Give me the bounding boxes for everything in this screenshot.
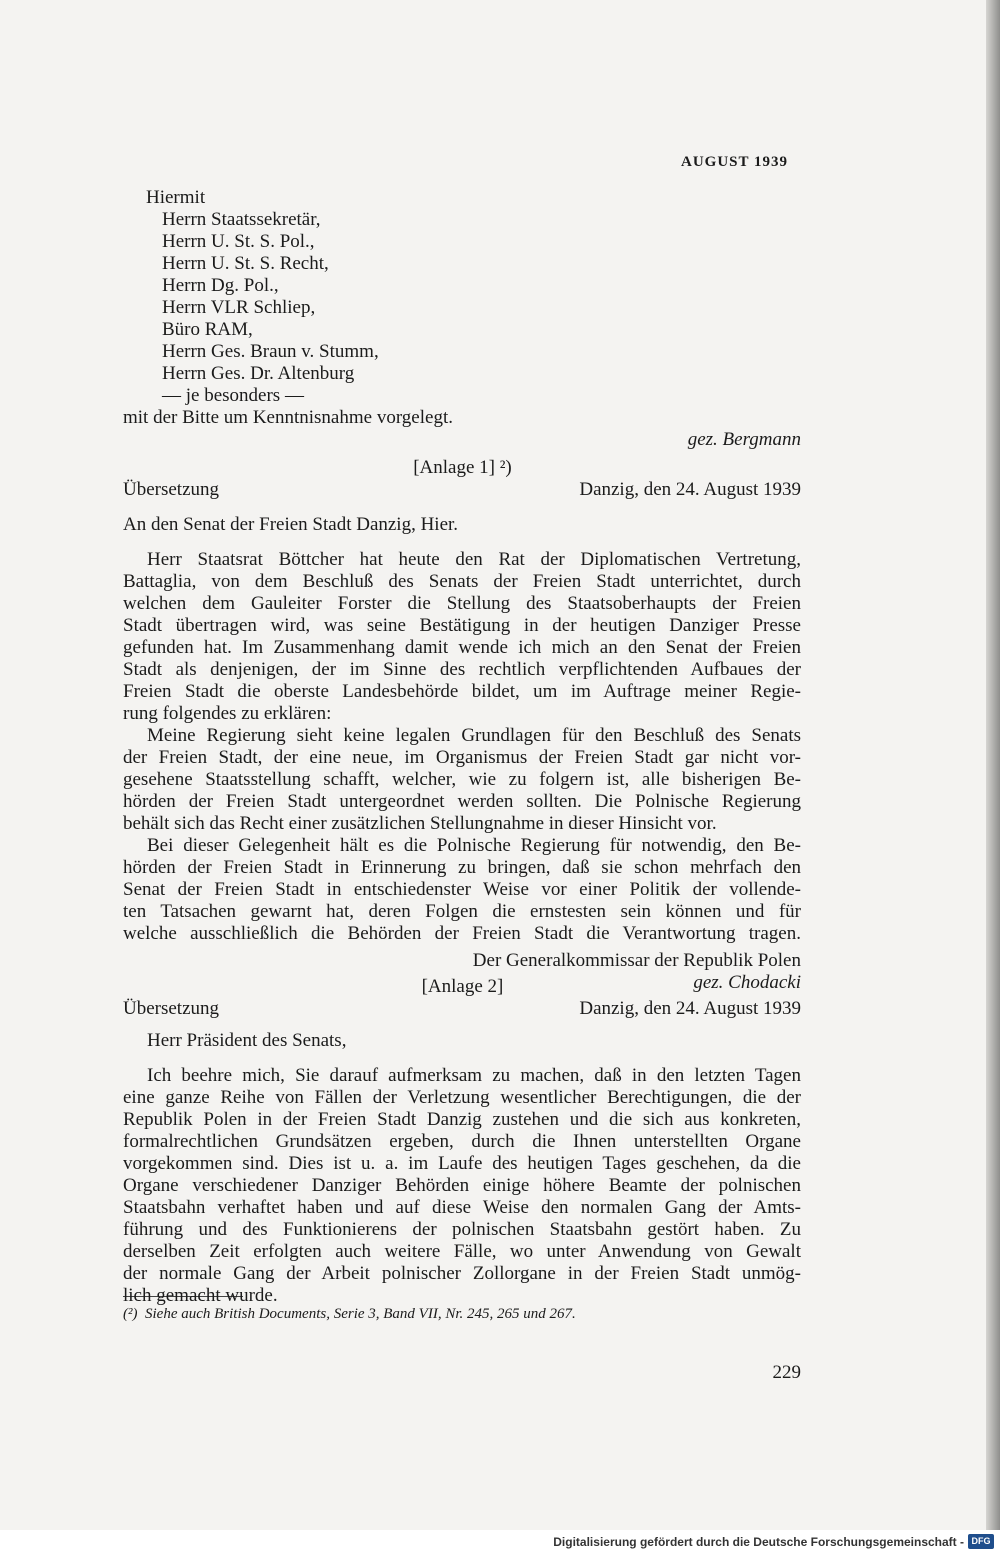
recipient-line: Herrn VLR Schliep, (162, 297, 316, 318)
anlage2-line: Staatsbahn verhaftet haben und auf diese Weise den normalen Gang der Amts- (123, 1197, 801, 1218)
anlage1-line: gefunden hat. Im Zusammenhang damit wende ich mich an den Senat der Freien (123, 637, 801, 658)
anlage2-address: Herr Präsident des Senats, (147, 1030, 347, 1051)
recipient-line: Herrn Dg. Pol., (162, 275, 279, 296)
anlage1-line: gesehene Staatsstellung schafft, welcher, wie zu folgern ist, alle bisherigen Be- (123, 769, 801, 790)
page-number: 229 (772, 1362, 801, 1383)
anlage1-line: Stadt als denjenigen, der im Sinne des rechtlich verpflichtenden Aufbaues der (123, 659, 801, 680)
signature-bergmann: gez. Bergmann (687, 429, 801, 450)
anlage2-line: Republik Polen in der Freien Stadt Danzig zustehen und die sich aus konkreten, (123, 1109, 801, 1130)
recipient-line: Büro RAM, (162, 319, 253, 340)
anlage1-line: Battaglia, von dem Beschluß des Senats der Freien Stadt unterrichtet, durch (123, 571, 801, 592)
anlage1-line: welche ausschließlich die Behörden der Freien Stadt die Verantwortung tragen. (123, 923, 801, 944)
digitization-banner (0, 1530, 1000, 1554)
anlage1-line: hörden der Freien Stadt in Erinnerung zu bringen, daß sie schon mehrfach den (123, 857, 801, 878)
anlage1-line: rung folgendes zu erklären: (123, 703, 332, 724)
anlage1-line: Freien Stadt die oberste Landesbehörde bildet, um im Auftrage meiner Regie- (123, 681, 801, 702)
recipient-line: Herrn U. St. S. Pol., (162, 231, 315, 252)
anlage2-line: formalrechtlichen Grundsätzen ergeben, durch die Ihnen unterstellten Organe (123, 1131, 801, 1152)
anlage1-place-date: Danzig, den 24. August 1939 (579, 479, 801, 500)
anlage2-line: eine ganze Reihe von Fällen der Verletzung wesentlicher Berechtigungen, die der (123, 1087, 801, 1108)
signature-chodacki: gez. Chodacki (693, 972, 801, 993)
anlage1-line: Bei dieser Gelegenheit hält es die Polnische Regierung für notwendig, den Be- (147, 835, 801, 856)
anlage2-type: Übersetzung (123, 998, 220, 1019)
anlage2-line: vorgekommen sind. Dies ist u. a. im Laufe des heutigen Tages geschehen, da die (123, 1153, 801, 1174)
dfg-logo-icon: DFG (968, 1534, 994, 1549)
anlage1-signer-title: Der Generalkommissar der Republik Polen (472, 950, 801, 971)
recipient-line: — je besonders — (162, 385, 304, 406)
anlage2-line: lich gemacht wurde. (123, 1285, 278, 1306)
anlage1-type: Übersetzung (123, 479, 220, 500)
recipient-line: Herrn Ges. Dr. Altenburg (162, 363, 355, 384)
anlage1-label: [Anlage 1] ²) (413, 457, 512, 478)
running-header: AUGUST 1939 (681, 154, 788, 170)
anlage1-line: Herr Staatsrat Böttcher hat heute den Rat der Diplomatischen Vertretung, (147, 549, 801, 570)
anlage1-line: welchen dem Gauleiter Forster die Stellung des Staatsoberhaupts der Freien (123, 593, 801, 614)
anlage2-line: derselben Zeit erfolgten auch weitere Fälle, wo unter Anwendung von Gewalt (123, 1241, 801, 1262)
anlage1-line: Stadt übertragen wird, was seine Bestätigung in der heutigen Danziger Presse (123, 615, 801, 636)
anlage1-line: Senat der Freien Stadt in entschiedenster Weise vor einer Politik der vollende- (123, 879, 801, 900)
page-edge-shadow (986, 0, 1000, 1530)
anlage2-line: Organe verschiedener Danziger Behörden einige höhere Beamte der polnischen (123, 1175, 801, 1196)
distribution-intro: Hiermit (146, 187, 206, 208)
recipient-line: Herrn Staatssekretär, (162, 209, 321, 230)
anlage1-line: hörden der Freien Stadt untergeordnet werden sollten. Die Polnische Regierung (123, 791, 801, 812)
anlage1-line: ten Tatsachen gewarnt hat, deren Folgen die ernstesten sein können und für (123, 901, 801, 922)
anlage2-place-date: Danzig, den 24. August 1939 (579, 998, 801, 1019)
anlage2-line: der normale Gang der Arbeit polnischer Zollorgane in der Freien Stadt unmög- (123, 1263, 801, 1284)
recipient-line: Herrn Ges. Braun v. Stumm, (162, 341, 379, 362)
anlage1-address: An den Senat der Freien Stadt Danzig, Hier. (123, 514, 459, 535)
anlage2-label: [Anlage 2] (421, 976, 504, 997)
anlage2-line: Ich beehre mich, Sie darauf aufmerksam zu machen, daß in den letzten Tagen (147, 1065, 801, 1086)
recipient-line: Herrn U. St. S. Recht, (162, 253, 329, 274)
footnote: (²) Siehe auch British Documents, Serie 3, Band VII, Nr. 245, 265 und 267. (123, 1306, 576, 1322)
anlage1-line: behält sich das Recht einer zusätzlichen Stellungnahme in dieser Hinsicht vor. (123, 813, 717, 834)
anlage2-line: führung und des Funktionierens der polnischen Staatsbahn gestört haben. Zu (123, 1219, 801, 1240)
anlage1-line: Meine Regierung sieht keine legalen Grundlagen für den Beschluß des Senats (147, 725, 801, 746)
banner-text: Digitalisierung gefördert durch die Deutsche Forschungsgemeinschaft - (553, 1535, 964, 1549)
anlage1-line: der Freien Stadt, der eine neue, im Organismus der Freien Stadt gar nicht vor- (123, 747, 801, 768)
distribution-closing: mit der Bitte um Kenntnisnahme vorgelegt. (123, 407, 453, 428)
